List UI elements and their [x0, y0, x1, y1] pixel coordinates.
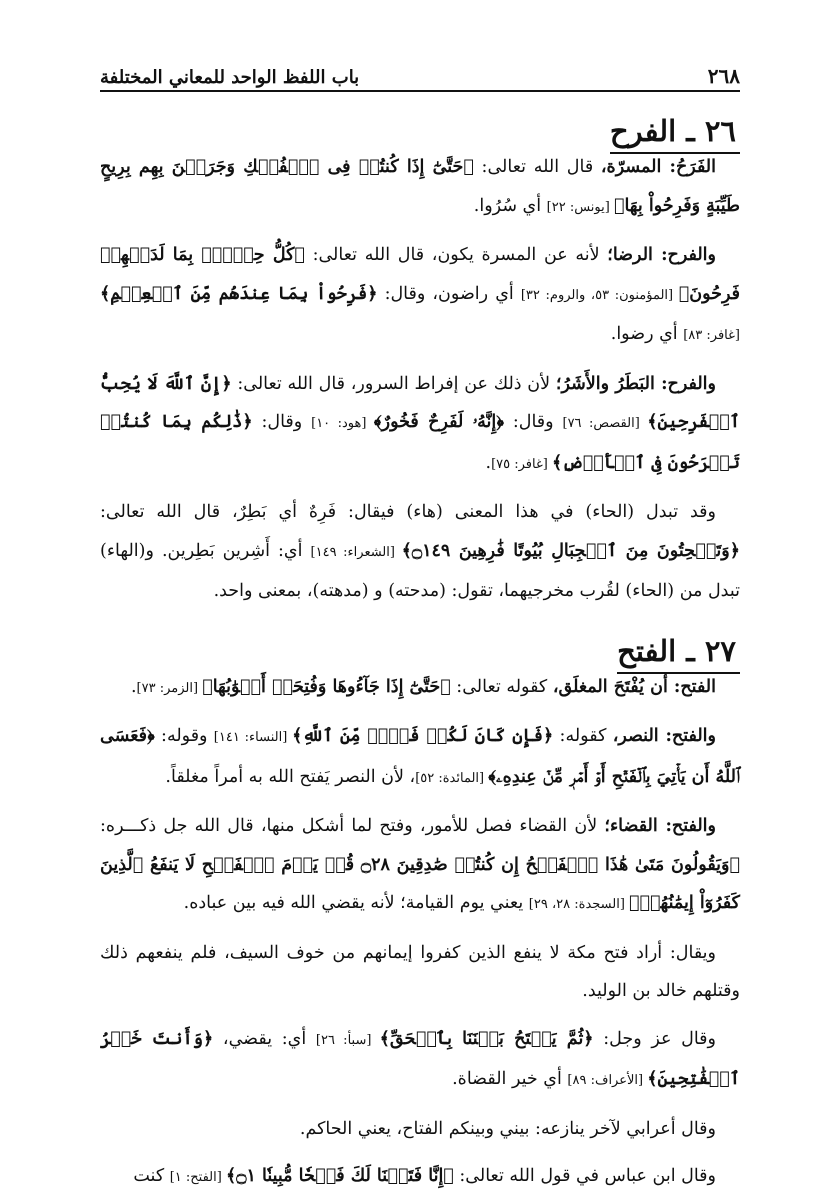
- page-number: ٢٦٨: [707, 64, 740, 88]
- paragraph-text-tail: أي خير القضاة.: [452, 1069, 568, 1089]
- paragraph-text-tail: أي رضوا.: [610, 324, 684, 344]
- quran-verse: ﴿ذَٰلِكُم بِمَا كُنتُمۡ تَفۡرَحُونَ فِى ٱلۡأَرۡضِ﴾: [100, 412, 740, 473]
- verse-reference: [الفتح: ١]: [169, 1170, 226, 1185]
- quran-verse: ﴿كُلُّ حِزۡبِۭ بِمَا لَدَيۡهِمۡ فَرِحُونَ﴾: [100, 245, 740, 304]
- quran-verse: ﴿حَتَّىٰٓ إِذَا كُنتُمۡ فِى ٱلۡفُلۡكِ وَجَرَيۡنَ بِهِم بِرِيحٍ طَيِّبَةٍ وَفَرِحُواْ بِهَا﴾: [100, 157, 740, 216]
- paragraph-text-tail: أي راضون، وقال:: [377, 283, 521, 304]
- verse-reference: [المؤمنون: ٥٣، والروم: ٣٢]: [520, 287, 679, 303]
- paragraph-text: وقال ابن عباس في قول الله تعالى:: [453, 1166, 716, 1186]
- chapter-title: باب اللفظ الواحد للمعاني المختلفة: [100, 67, 360, 88]
- paragraph: [100, 365, 740, 485]
- paragraph-text-tail: يعني يوم القيامة؛ لأنه يقضي الله فيه بين عباده.: [183, 893, 529, 913]
- paragraph-text-tail: وقال:: [503, 412, 563, 432]
- paragraph-text-tail: وقوله:: [154, 726, 214, 746]
- paragraph-text: كقوله:: [553, 726, 613, 746]
- paragraph-text: ويقال: أراد فتح مكة لا ينفع الذين كفروا إيمانهم من خوف السيف، فلم ينفعهم ذلك وقتلهم خالد بن الوليد.: [100, 942, 740, 1001]
- verse-reference: [المائدة: ٥٢]: [415, 770, 489, 786]
- paragraph: [100, 1110, 740, 1149]
- paragraph: [100, 807, 740, 925]
- paragraph-text-tail: أي: أَشِرين بَطِرين. و(الهاء) تبدل من (الحاء) لقُرب مخرجيهما، تقول: (مدحته) و (مدهته)، بمعنى واحد.: [100, 540, 740, 601]
- paragraph-text-tail: .: [485, 452, 492, 473]
- paragraph: [100, 493, 740, 611]
- paragraph: [100, 1157, 740, 1198]
- paragraph: [100, 717, 740, 798]
- paragraph-text: وقال عز وجل:: [593, 1028, 716, 1049]
- verse-reference: [السجدة: ٢٨، ٢٩]: [528, 897, 630, 912]
- verse-reference: [الأعراف: ٨٩]: [567, 1073, 648, 1088]
- term: الفتح: أن يُفْتَحَ المغلَق،: [552, 676, 716, 697]
- term: والفرح: البَطَرُ والأَشَرُ؛: [555, 373, 716, 394]
- paragraph-text: وقد تبدل (الحاء) في هذا المعنى (هاء) فيقال: فَرِهٌ أي بَطِرٌ، قال الله تعالى:: [100, 502, 716, 522]
- paragraph: [100, 934, 740, 1011]
- section-heading-wrapper: [100, 620, 740, 668]
- quran-verse: ﴿وَتَنۡحِتُونَ مِنَ ٱلۡجِبَالِ بُيُوتًا فَٰرِهِينَ ۝١٤٩﴾: [401, 540, 740, 561]
- verse-reference: [القصص: ٧٦]: [562, 416, 648, 431]
- term: الفَرَحُ: المسرّة،: [600, 157, 716, 177]
- paragraph-text-tail: ، لأن النصر يَفتح الله به أمراً مغلقاً.: [165, 766, 416, 787]
- section-title-farah: ٢٦ ـ الفرح: [610, 114, 740, 154]
- quran-verse: ﴿فَرِحُواْ بِمَا عِندَهُم مِّنَ ٱلۡعِلۡمِ﴾: [100, 283, 378, 304]
- verse-reference: [الشعراء: ١٤٩]: [310, 544, 402, 560]
- verse-reference: [يونس: ٢٢]: [546, 199, 614, 215]
- paragraph-text: كقوله تعالى:: [450, 676, 553, 697]
- verse-reference: [سبأ: ٢٦]: [315, 1032, 380, 1048]
- term: والفتح: القضاء؛: [604, 816, 716, 836]
- paragraph-text: وقال أعرابي لآخر ينازعه: بيني وبينكم الفتاح، يعني الحاكم.: [299, 1118, 716, 1139]
- paragraph-text: لأنه عن المسرة يكون، قال الله تعالى:: [304, 245, 608, 265]
- verse-reference: [هود: ١٠]: [311, 416, 374, 431]
- paragraph-text: لأن ذلك عن إفراط السرور، قال الله تعالى:: [231, 373, 556, 394]
- paragraph-text-tail: وقال:: [252, 412, 312, 432]
- quran-verse: ﴿فَإِن كَانَ لَكُمۡ فَتۡحٞ مِّنَ ٱللَّهِ﴾: [292, 726, 554, 746]
- quran-verse: ﴿وَأَنتَ خَيۡرُ ٱلۡفَٰتِحِينَ﴾: [100, 1028, 740, 1089]
- paragraph: [100, 1020, 740, 1101]
- paragraph: [100, 236, 740, 356]
- paragraph: [100, 668, 740, 709]
- quran-verse: ﴿حَتَّىٰٓ إِذَا جَآءُوهَا وَفُتِحَتۡ أَبۡوَٰبُهَا﴾: [202, 676, 451, 697]
- section-title-fath: ٢٧ ـ الفتح: [617, 634, 740, 674]
- term: والفرح: الرضا؛: [607, 245, 716, 265]
- term: والفتح: النصر،: [612, 726, 716, 746]
- paragraph-text: قال الله تعالى:: [473, 157, 601, 177]
- section-heading-wrapper: [100, 100, 740, 148]
- verse-reference: [غافر: ٧٥]: [491, 456, 552, 472]
- quran-verse: ﴿إِنَّا فَتَحۡنَا لَكَ فَتۡحٗا مُّبِينٗا ۝١﴾: [225, 1166, 454, 1186]
- paragraph-text-tail: .: [130, 676, 137, 697]
- paragraph-text-tail: كنت: [133, 1166, 170, 1186]
- quran-verse: ﴿وَيَقُولُونَ مَتَىٰ هَٰذَا ٱلۡفَتۡحُ إِن كُنتُمۡ صَٰدِقِينَ ۝٢٨ قُلۡ يَوۡمَ ٱلۡفَتۡحِ لَا يَنفَعُ ٱلَّذِينَ كَفَرُوٓاْ إِيمَٰنُهُمۡ﴾: [100, 854, 740, 913]
- paragraph-text-tail: أي سُرُوا.: [473, 195, 547, 216]
- running-header: [100, 52, 740, 92]
- quran-verse: ﴿إِنَّهُۥ لَفَرِحٌ فَخُورٌ﴾: [373, 412, 504, 432]
- paragraph-text-tail: أي: يقضي،: [213, 1028, 316, 1049]
- quran-verse: ﴿إِنَّ ٱللَّهَ لَا يُحِبُّ ٱلۡفَرِحِينَ﴾: [100, 373, 740, 432]
- paragraph-text: لأن القضاء فصل للأمور، وفتح لما أشكل منها، قال الله جل ذكـــره:: [100, 816, 605, 836]
- verse-reference: [النساء: ١٤١]: [213, 730, 293, 745]
- quran-verse: ﴿ثُمَّ يَفۡتَحُ بَيۡنَنَا بِٱلۡحَقِّ﴾: [379, 1028, 594, 1049]
- verse-reference: [الزمر: ٧٣]: [136, 680, 203, 696]
- quran-verse: ﴿فَعَسَى ٱللَّهُ أَن يَأۡتِيَ بِٱلۡفَتۡحِ أَوۡ أَمۡرٖ مِّنۡ عِندِهِۦ﴾: [100, 726, 740, 787]
- paragraph: [100, 148, 740, 227]
- verse-reference: [غافر: ٨٣]: [683, 328, 740, 343]
